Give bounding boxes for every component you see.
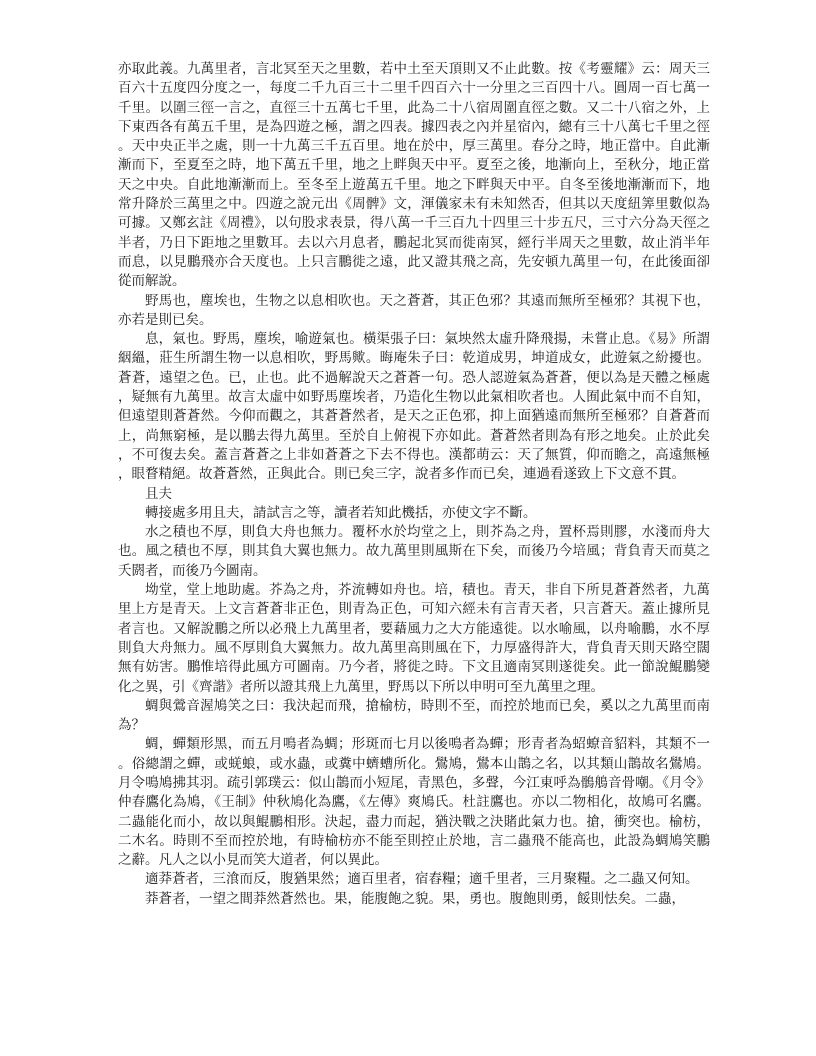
paragraph-5: 轉接處多用且夫，請試言之等，讀者若知此機括，亦使文字不斷。 — [145, 504, 537, 521]
paragraph-10: 適莽蒼者，三湌而反，腹猶果然；適百里者，宿舂糧；適千里者，三月聚糧。之二蟲又何知。 — [145, 871, 699, 888]
paragraph-6: 水之積也不厚，則負大舟也無力。覆杯水於均堂之上，則芥為之舟，置杯焉則膠，水淺而舟大也。風之積也不厚，則其負大翼也無力。故九萬里則風斯在下矣，而後乃今培風；背負青天而莫之夭閼者，而後乃今圖南。 — [118, 524, 710, 579]
paragraph-4: 且夫 — [145, 485, 172, 502]
paragraph-3: 息，氣也。野馬，塵埃，喻遊氣也。橫渠張子曰：氣坱然太虛升降飛揚，未嘗止息。《易》所謂絪縕，莊生所謂生物一以息相吹，野馬歟。晦庵朱子曰：乾道成男，坤道成女，此遊氣之紛擾也。蒼蒼，遠望之色。已，止也。此不過解說天之蒼蒼一句。恐人認遊氣為蒼蒼，便以為是天體之極處，疑無有九萬里。故言太虛中如野馬塵埃者，乃造化生物以此氣相吹者也。人囿此氣中而不自知，但遠望則蒼蒼然。今仰而觀之，其蒼蒼然者，是天之正色邪，抑上面猶遠而無所至極邪？自蒼蒼而上，尚無窮極，是以鵬去得九萬里。至於自上俯視下亦如此。蒼蒼然者則為有形之地矣。止於此矣，不可復去矣。蓋言蒼蒼之上非如蒼蒼之下去不得也。漢都萌云：天了無質，仰而瞻之，高遠無極，眼瞀精絕。故蒼蒼然，正與此合。則已矣三字，說者多作而已矣，連過看遂致上下文意不貫。 — [118, 331, 710, 483]
paragraph-9: 蜩，蟬類形黑，而五月鳴者為蜩；形斑而七月以後鳴者為蟬；形青者為蛁蟟音貂料，其類不一。俗總謂之蟬，或蜣蜋，或水蟲，或糞中蠐螬所化。鷽鳩，鷽本山鵲之名，以其類山鵲故名鷽鳩。月令鳴鳩拂其羽。疏引郭璞云：似山鵲而小短尾，青黑色，多聲，今江東呼為鶻鵃音骨嘲。《月令》仲春鷹化為鳩，《王制》仲秋鳩化為鷹，《左傳》爽鳩氏。杜註鷹也。亦以二物相化，故鳩可名鷹。二蟲能化而小，故以與鯤鵬相形。決起，盡力而起，猶決戰之決賭此氣力也。搶，衝突也。榆枋，二木名。時則不至而控於地，有時榆枋亦不能至則控止於地，言二蟲飛不能高也，此設為蜩鳩笑鵬之辭。凡人之以小見而笑大道者，何以異此。 — [118, 736, 710, 869]
paragraph-7: 坳堂，堂上地助處。芥為之舟，芥流轉如舟也。培，積也。青天，非自下所見蒼蒼然者，九萬里上方是青天。上文言蒼蒼非正色，則青為正色，可知六經未有言青天者，只言蒼天。蓋止據所見者言也。又解說鵬之所以必飛上九萬里者，要藉風力之大方能遠徙。以水喻風，以舟喻鵬，水不厚則負大舟無力。風不厚則負大翼無力。故九萬里高則風在下，力厚盛得許大，背負青天則天路空闊無有妨害。鵬惟培得此風方可圖南。乃今者，將徙之時。下文且適南冥則遂徙矣。此一節說鯤鵬變化之異，引《齊諧》者所以證其飛上九萬里，野馬以下所以申明可至九萬里之理。 — [118, 582, 710, 695]
document-page — [118, 60, 710, 909]
paragraph-1: 亦取此義。九萬里者，言北冥至天之里數，若中土至天頂則又不止此數。按《考靈耀》云：周天三百六十五度四分度之一，每度二千九百三十二里千四百六十一分里之三百四十八。圓周一百七萬一千里。以圍三徑一言之，直徑三十五萬七千里，此為二十八宿周圍直徑之數。又二十八宿之外，上下東西各有萬五千里，是為四遊之極，謂之四表。據四表之內并星宿內，總有三十八萬七千里之徑。天中央正半之處，則一十九萬三千五百里。地在於中，厚三萬里。春分之時，地正當中。自此漸漸而下，至夏至之時，地下萬五千里，地之上畔與天中平。夏至之後，地漸向上，至秋分，地正當天之中央。自此地漸漸而上。至冬至上遊萬五千里。地之下畔與天中平。自冬至後地漸漸而下，地常升降於三萬里之中。四遊之說元出《周髀》文，渾儀家未有未知然否，但其以天度紐筭里數似為可據。又鄭玄註《周禮》，以句股求表景，得八萬一千三百九十四里三十步五尺，三寸六分為天徑之半者，乃日下距地之里數耳。去以六月息者，鵬起北冥而徙南冥，經行半周天之里數，故止消半年而息，以見鵬飛亦合天度也。上只言鵬徙之遠，此又證其飛之高，先安頓九萬里一句，在此後面卻從而解說。 — [118, 61, 710, 290]
paragraph-11: 莽蒼者，一望之間莽然蒼然也。果，能腹飽之貌。果，勇也。腹飽則勇，餒則怯矣。二蟲， — [145, 890, 685, 907]
paragraph-8: 蜩與鶯音渥鳩笑之曰：我決起而飛，搶榆枋，時則不至，而控於地而已矣，奚以之九萬里而南為？ — [118, 697, 710, 734]
paragraph-2: 野馬也，塵埃也，生物之以息相吹也。天之蒼蒼，其正色邪？其遠而無所至極邪？其視下也，亦若是則已矣。 — [118, 292, 710, 328]
